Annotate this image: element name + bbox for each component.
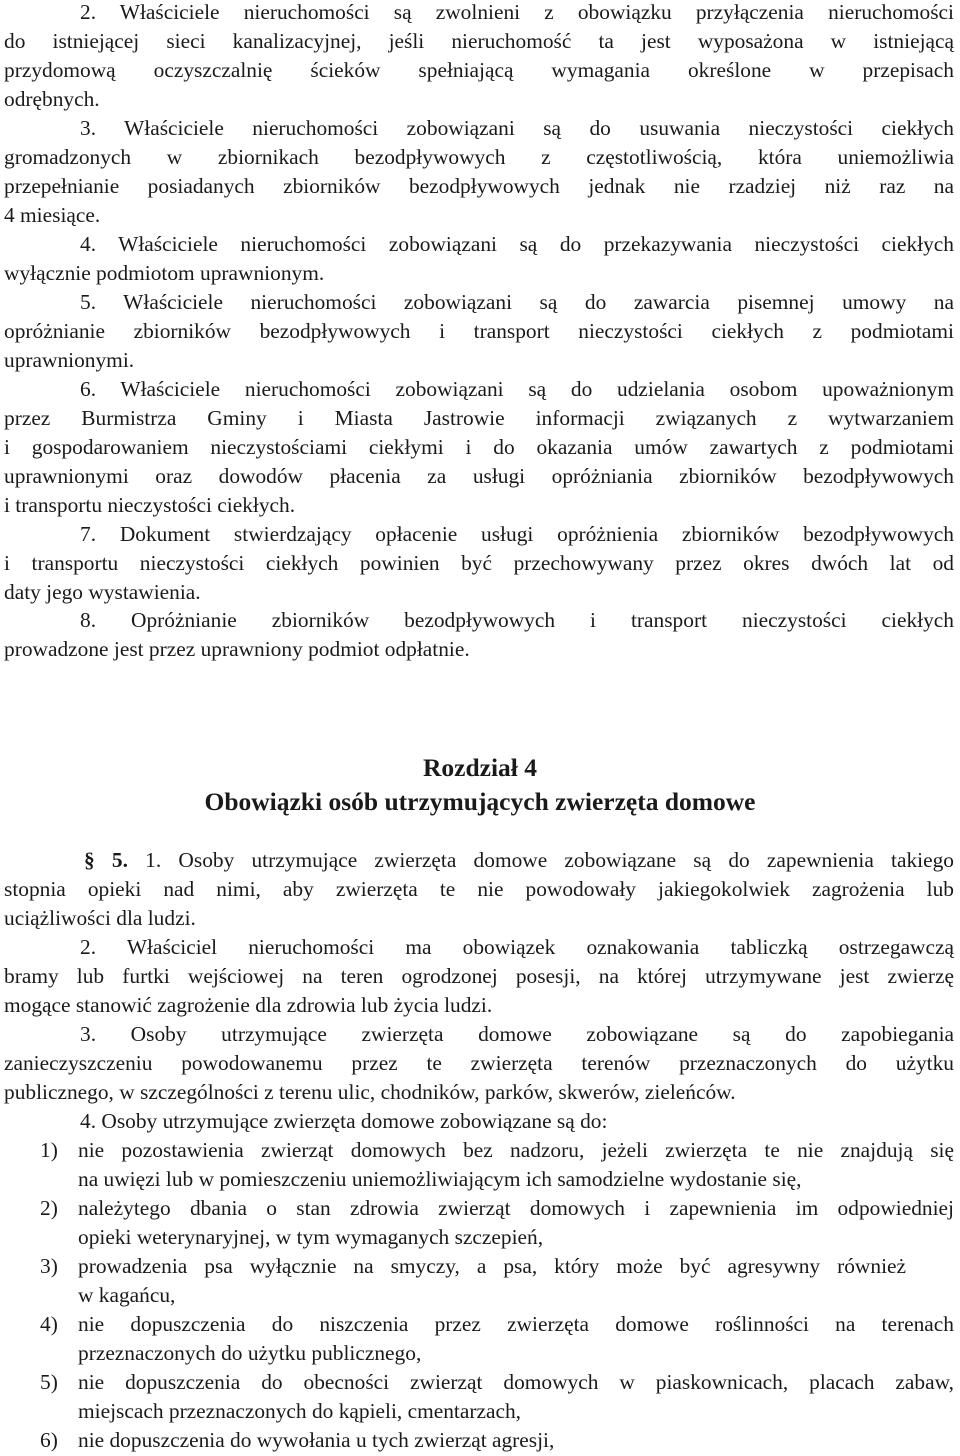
paragraph-line: przepełnianie posiadanych zbiorników bezodpływowych jednak nie rzadziej niż raz na (4, 174, 954, 198)
list-item-line: nie dopuszczenia do wywołania u tych zwierząt agresji, (78, 1428, 555, 1452)
paragraph-line: publicznego, w szczególności z terenu ulic, chodników, parków, skwerów, zieleńców. (4, 1080, 736, 1104)
paragraph-line: daty jego wystawienia. (4, 580, 201, 604)
paragraph-line: bramy lub furtki wejściowej na teren ogrodzonej posesji, na której utrzymywane jest zwierzę (4, 964, 954, 988)
paragraph-line: 3. Właściciele nieruchomości zobowiązani są do usuwania nieczystości ciekłych (80, 116, 954, 140)
list-item-line: nie dopuszczenia do niszczenia przez zwierzęta domowe roślinności na terenach (78, 1312, 954, 1336)
paragraph-line: przez Burmistrza Gminy i Miasta Jastrowie informacji związanych z wytwarzaniem (4, 406, 954, 430)
paragraph-line: 5. Właściciele nieruchomości zobowiązani są do zawarcia pisemnej umowy na (80, 290, 954, 314)
list-item-line: należytego dbania o stan zdrowia zwierząt domowych i zapewnienia im odpowiedniej (78, 1196, 954, 1220)
list-item-number: 2) (40, 1196, 58, 1220)
section-mark: § 5. (84, 848, 128, 872)
paragraph-line: przydomową oczyszczalnię ścieków spełniającą wymagania określone w przepisach (4, 58, 954, 82)
list-item-number: 6) (40, 1428, 58, 1452)
chapter-number: Rozdział 4 (422, 753, 538, 782)
paragraph-line: 6. Właściciele nieruchomości zobowiązani są do udzielania osobom upoważnionym (80, 377, 954, 401)
list-item-number: 4) (40, 1312, 58, 1336)
paragraph-line: 2. Właściciel nieruchomości ma obowiązek oznakowania tabliczką ostrzegawczą (80, 935, 954, 959)
paragraph-line: zanieczyszczeniu powodowanemu przez te zwierzęta terenów przeznaczonych do użytku (4, 1051, 954, 1075)
list-item-line: w kagańcu, (78, 1283, 176, 1307)
paragraph-line: opróżnianie zbiorników bezodpływowych i transport nieczystości ciekłych z podmiotami (4, 319, 954, 343)
paragraph-line: 7. Dokument stwierdzający opłacenie usługi opróżnienia zbiorników bezodpływowych (80, 522, 954, 546)
paragraph-line: uprawnionymi. (4, 348, 135, 372)
list-item-number: 5) (40, 1370, 58, 1394)
list-item-number: 3) (40, 1254, 58, 1278)
list-item-line: na uwięzi lub w pomieszczeniu uniemożliwiającym ich samodzielne wydostanie się, (78, 1167, 802, 1191)
paragraph-line: 4. Osoby utrzymujące zwierzęta domowe zobowiązane są do: (80, 1109, 608, 1133)
paragraph-line: mogące stanowić zagrożenie dla zdrowia lub życia ludzi. (4, 993, 493, 1017)
paragraph-line: 4. Właściciele nieruchomości zobowiązani są do przekazywania nieczystości ciekłych (80, 232, 954, 256)
paragraph-line: uprawnionymi oraz dowodów płacenia za usługi opróżniania zbiorników bezodpływowych (4, 464, 954, 488)
paragraph-line: uciążliwości dla ludzi. (4, 906, 196, 930)
list-item-line: prowadzenia psa wyłącznie na smyczy, a psa, który może być agresywny również (78, 1254, 906, 1278)
list-item-line: przeznaczonych do użytku publicznego, (78, 1341, 422, 1365)
list-item-line: nie pozostawienia zwierząt domowych bez nadzoru, jeżeli zwierzęta te nie znajdują się (78, 1138, 954, 1162)
paragraph-line: i gospodarowaniem nieczystościami ciekłymi i do okazania umów zawartych z podmiotami (4, 435, 954, 459)
paragraph-line: wyłącznie podmiotom uprawnionym. (4, 261, 325, 285)
list-item-line: miejscach przeznaczonych do kąpieli, cmentarzach, (78, 1399, 522, 1423)
paragraph-line: 2. Właściciele nieruchomości są zwolnieni z obowiązku przyłączenia nieruchomości (80, 0, 954, 24)
section-first-line (84, 846, 954, 875)
paragraph-line: i transportu nieczystości ciekłych powinien być przechowywany przez okres dwóch lat od (4, 551, 954, 575)
paragraph-line: prowadzone jest przez uprawniony podmiot odpłatnie. (4, 637, 470, 661)
paragraph-line: i transportu nieczystości ciekłych. (4, 493, 296, 517)
chapter-title: Obowiązki osób utrzymujących zwierzęta domowe (204, 787, 756, 816)
paragraph-line-text: 1. Osoby utrzymujące zwierzęta domowe zobowiązane są do zapewnienia takiego (127, 848, 954, 872)
paragraph-line: 4 miesiące. (4, 203, 101, 227)
paragraph-line: 3. Osoby utrzymujące zwierzęta domowe zobowiązane są do zapobiegania (80, 1022, 954, 1046)
paragraph-line: do istniejącej sieci kanalizacyjnej, jeśli nieruchomość ta jest wyposażona w istniejącą (4, 29, 954, 53)
paragraph-line: stopnia opieki nad nimi, aby zwierzęta te nie powodowały jakiegokolwiek zagrożenia lub (4, 877, 954, 901)
list-item-number: 1) (40, 1138, 58, 1162)
list-item-line: opieki weterynaryjnej, w tym wymaganych szczepień, (78, 1225, 544, 1249)
paragraph-line: odrębnych. (4, 87, 100, 111)
list-item-line: nie dopuszczenia do obecności zwierząt domowych w piaskownicach, placach zabaw, (78, 1370, 954, 1394)
paragraph-line: gromadzonych w zbiornikach bezodpływowych z częstotliwością, która uniemożliwia (4, 145, 954, 169)
paragraph-line: 8. Opróżnianie zbiorników bezodpływowych i transport nieczystości ciekłych (80, 608, 954, 632)
